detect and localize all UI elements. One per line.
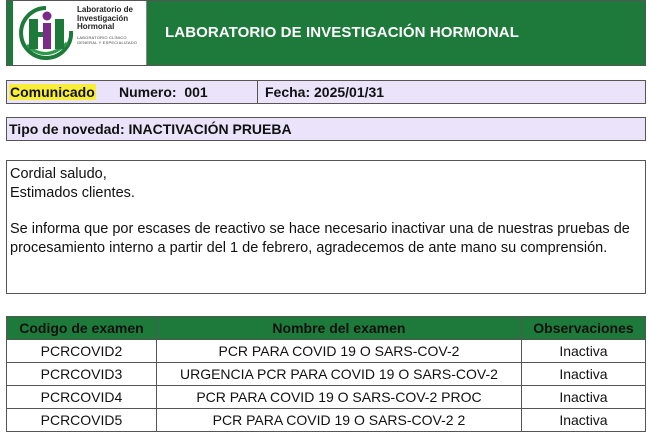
- greeting-line: Cordial saludo,: [10, 166, 107, 182]
- exams-table: [6, 316, 646, 432]
- novedad-row: Tipo de novedad: INACTIVACIÓN PRUEBA: [6, 117, 646, 141]
- document-header: [6, 0, 646, 66]
- comunicado-highlight: Comunicado: [10, 84, 95, 100]
- exam-code: PCRCOVID5: [7, 409, 157, 432]
- exam-code: PCRCOVID2: [7, 340, 157, 363]
- greeting-line: Estimados clientes.: [10, 184, 135, 201]
- lab-logo: [13, 1, 147, 65]
- table-row: [7, 386, 646, 409]
- communique-meta-row: [6, 80, 646, 104]
- logo-tagline: LABORATORIO CLÍNICO GENERAL Y ESPECIALIZADO: [77, 35, 138, 45]
- lab-logo-icon: [17, 5, 75, 61]
- exam-code: PCRCOVID3: [7, 363, 157, 386]
- table-row: [7, 363, 646, 386]
- numero-label: Numero: 001: [119, 84, 208, 100]
- comunicado-label: [7, 81, 96, 103]
- table-row: [7, 340, 646, 363]
- exam-name: PCR PARA COVID 19 O SARS-COV-2: [156, 340, 521, 363]
- exam-name: PCR PARA COVID 19 O SARS-COV-2 PROC: [156, 386, 521, 409]
- exam-status: Inactiva: [521, 409, 645, 432]
- table-row: [7, 409, 646, 432]
- column-header-codigo: Codigo de examen: [7, 317, 157, 340]
- fecha-label: Fecha: 2025/01/31: [265, 84, 385, 100]
- meta-divider: [257, 81, 258, 103]
- exam-name: URGENCIA PCR PARA COVID 19 O SARS-COV-2: [156, 363, 521, 386]
- exam-status: Inactiva: [521, 363, 645, 386]
- logo-wordmark: Laboratorio de Investigación Hormonal: [77, 5, 134, 31]
- column-header-nombre: Nombre del examen: [156, 317, 521, 340]
- exam-code: PCRCOVID4: [7, 386, 157, 409]
- exam-status: Inactiva: [521, 386, 645, 409]
- message-body: Se informa que por escases de reactivo se hace necesario inactivar una de nuestras pruebas de procesamiento interno a partir del 1 de febrero, agradecemos de ante mano su comprensión.: [10, 221, 630, 256]
- exam-status: Inactiva: [521, 340, 645, 363]
- table-header-row: [7, 317, 646, 340]
- message-box: [6, 160, 646, 294]
- exam-name: PCR PARA COVID 19 O SARS-COV-2 2: [156, 409, 521, 432]
- column-header-observaciones: Observaciones: [521, 317, 645, 340]
- page-title: LABORATORIO DE INVESTIGACIÓN HORMONAL: [165, 24, 519, 41]
